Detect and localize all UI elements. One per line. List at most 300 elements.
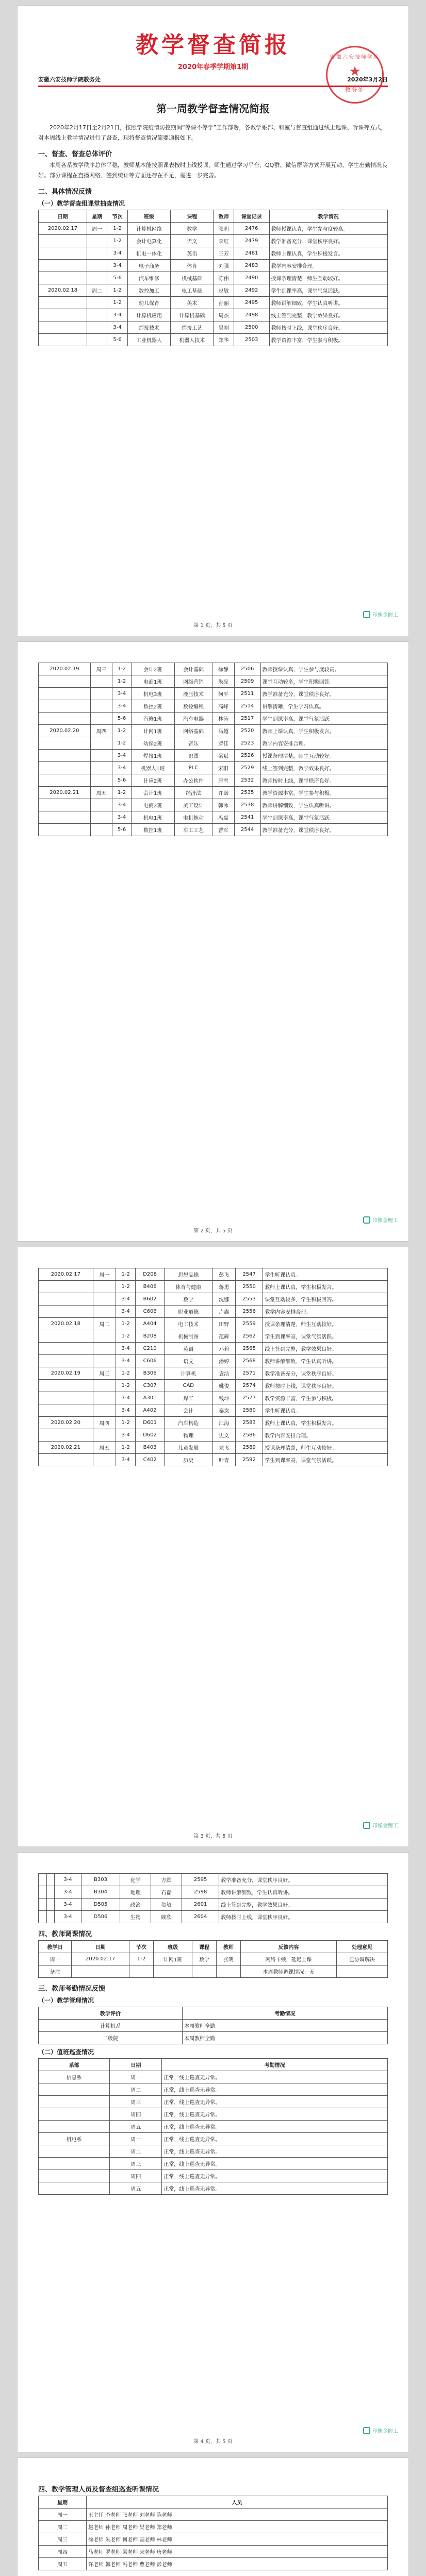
table-cell: 方圆 — [151, 1874, 182, 1886]
table-cell: 教师讲解细致，学生认真听讲。 — [263, 1355, 388, 1367]
table-cell: 周四 — [110, 2170, 162, 2182]
table-cell: 机电3班 — [131, 688, 174, 700]
table-cell: 周五 — [110, 2182, 162, 2195]
table-cell: 顾欣 — [151, 1911, 182, 1923]
table-cell: 3-4 — [55, 1899, 81, 1911]
table-cell: 数控编程 — [174, 700, 212, 713]
table-cell: 刘强 — [214, 260, 234, 272]
table-row — [39, 1367, 388, 1380]
inspection-table-1 — [38, 210, 388, 346]
table-cell: 数控加工 — [127, 284, 170, 297]
table-cell: 教学准备充分，课堂秩序良好。 — [269, 235, 387, 247]
table-cell: 钱坤 — [212, 1392, 235, 1404]
table-cell: 正常，线上巡查无异常。 — [162, 2108, 388, 2121]
table-cell: 教师讲解细致，学生认真听讲。 — [219, 1886, 388, 1899]
table-cell: A404 — [136, 1318, 165, 1330]
table-cell: 3-4 — [107, 260, 127, 272]
table-row — [39, 1268, 388, 1281]
table-cell — [39, 2096, 110, 2108]
table-cell: 2559 — [235, 1318, 263, 1330]
table-cell: 电商1班 — [131, 675, 174, 688]
table-cell: 周一 — [39, 2509, 87, 2521]
table-cell: A402 — [136, 1404, 165, 1417]
table-row — [39, 1442, 388, 1454]
table-cell — [93, 1355, 116, 1367]
column-header: 课程 — [192, 1941, 217, 1953]
table-cell — [90, 688, 112, 700]
table-row — [39, 2182, 388, 2195]
table-row — [39, 2032, 388, 2044]
table-cell — [39, 1454, 93, 1466]
table-cell — [39, 762, 91, 774]
page-5 — [17, 2458, 409, 2576]
table-cell: 教师上课认真，学生积极发言。 — [263, 1417, 388, 1429]
column-header: 人员 — [86, 2496, 387, 2509]
table-cell — [39, 321, 87, 334]
table-cell: 数控2班 — [131, 700, 174, 713]
table-cell: 教师按时上线，课堂秩序良好。 — [260, 774, 387, 787]
table-cell: 3-4 — [107, 321, 127, 334]
table-cell: 朱亮 — [212, 675, 234, 688]
table-row — [39, 1355, 388, 1367]
table-cell: 计算机网络 — [127, 223, 170, 235]
table-cell — [46, 1911, 55, 1923]
table-cell: 线上签到完整，教学效果良好。 — [263, 1343, 388, 1355]
table-cell: 冯磊 — [212, 811, 234, 824]
table-cell: 正常，线上巡查无异常。 — [162, 2145, 388, 2158]
table-cell: 2020.02.20 — [39, 1417, 93, 1429]
table-cell: 2604 — [182, 1911, 219, 1923]
table-cell: 罗佳 — [212, 737, 234, 750]
table-cell: 焊接工艺 — [171, 321, 214, 334]
table-cell — [39, 247, 87, 260]
table-cell: 会计 — [164, 1404, 212, 1417]
logo-icon — [363, 1822, 370, 1829]
attendance-table — [38, 2007, 388, 2044]
table-cell — [39, 1330, 93, 1343]
column-header: 课堂记录 — [234, 210, 269, 223]
table-cell: 教师上课认真，学生积极发言。 — [263, 1281, 388, 1293]
table-cell — [39, 2121, 110, 2133]
table-cell — [39, 1886, 47, 1899]
table-cell — [87, 272, 107, 284]
table-cell: 2553 — [235, 1293, 263, 1306]
table-cell: 英语 — [171, 247, 214, 260]
column-header: 节次 — [129, 1941, 153, 1953]
table-cell: 数学 — [192, 1953, 217, 1965]
table-cell: 地理 — [120, 1886, 151, 1899]
table-cell: 王主任 李老师 张老师 刘老师 陈老师 — [86, 2509, 387, 2521]
table-cell: 授课条理清楚，师生互动较好。 — [263, 1442, 388, 1454]
table-row — [39, 1454, 388, 1466]
table-cell: 3-4 — [116, 1343, 136, 1355]
table-cell: 2020.02.17 — [39, 1268, 93, 1281]
table-cell: 教学内容安排合理。 — [269, 260, 387, 272]
table-cell — [39, 774, 91, 787]
table-row — [39, 824, 388, 836]
table-cell: 教师讲解细致，学生认真听讲。 — [269, 297, 387, 309]
table-row — [39, 297, 388, 309]
table-cell: 机械基础 — [171, 272, 214, 284]
table-cell: 机电系 — [39, 2133, 110, 2145]
table-cell: 计网1班 — [131, 725, 174, 737]
table-cell: D602 — [136, 1429, 165, 1442]
table-row — [39, 663, 388, 675]
table-cell: 体育 — [171, 260, 214, 272]
table-cell: 1-2 — [116, 1380, 136, 1392]
table-cell: 周三 — [110, 2158, 162, 2170]
table-cell: 液压技术 — [174, 688, 212, 700]
table-row — [39, 1343, 388, 1355]
table-cell: B304 — [81, 1886, 120, 1899]
inspection-table-2 — [38, 663, 388, 836]
table-cell: 电子商务 — [127, 260, 170, 272]
table-cell: 高峰 — [212, 700, 234, 713]
table-row — [39, 1392, 388, 1404]
table-row — [39, 1330, 388, 1343]
table-cell: 美术 — [171, 297, 214, 309]
table-cell — [87, 334, 107, 346]
table-cell — [93, 1380, 116, 1392]
table-cell: 授课条理清楚，师生互动较好。 — [260, 750, 387, 762]
table-cell: 授课条理清楚，师生互动较好。 — [263, 1318, 388, 1330]
table-cell: 学生听课认真。 — [263, 1404, 388, 1417]
table-cell: 周四 — [39, 2546, 87, 2558]
table-cell: 2523 — [234, 737, 260, 750]
column-header: 日期 — [110, 2059, 162, 2071]
duty-table — [38, 2058, 388, 2195]
table-row — [39, 2096, 388, 2108]
table-cell: 2020.02.18 — [39, 1318, 93, 1330]
exam-heading: 四、教师调课情况 — [38, 1930, 92, 1938]
table-cell — [93, 1392, 116, 1404]
table-cell: 2592 — [235, 1454, 263, 1466]
table-cell — [90, 713, 112, 725]
table-row — [39, 1306, 388, 1318]
table-cell — [39, 1343, 93, 1355]
table-cell: 识图 — [174, 750, 212, 762]
table-cell: PLC — [174, 762, 212, 774]
table-row — [39, 700, 388, 713]
table-cell: 网络基础 — [174, 725, 212, 737]
column-header: 日期 — [72, 1941, 129, 1953]
table-cell — [39, 750, 91, 762]
table-cell: 徐老师 朱老师 何老师 高老师 林老师 — [86, 2533, 387, 2546]
table-cell — [90, 750, 112, 762]
table-cell — [93, 1330, 116, 1343]
inspection-table-3 — [38, 1268, 388, 1466]
table-cell: 正常，线上巡查无异常。 — [162, 2182, 388, 2195]
table-cell: 郑华 — [214, 334, 234, 346]
table-cell: C402 — [136, 1454, 165, 1466]
table-cell — [90, 799, 112, 811]
table-cell: 5-6 — [112, 824, 132, 836]
table-cell: 1-2 — [107, 223, 127, 235]
table-cell: 徐静 — [212, 663, 234, 675]
table-cell: 英语 — [164, 1343, 212, 1355]
table-cell: 周二 — [110, 2145, 162, 2158]
page-footer: 第 2 页，共 5 页 — [193, 1228, 233, 1234]
table-cell: 1-2 — [116, 1417, 136, 1429]
table-cell — [39, 700, 91, 713]
table-cell: D505 — [81, 1899, 120, 1911]
table-cell: D208 — [136, 1268, 165, 1281]
table-cell: 车工工艺 — [174, 824, 212, 836]
table-cell: 计算机系 — [39, 2020, 183, 2032]
column-header: 教学评价 — [39, 2007, 183, 2020]
table-cell: 2020.02.17 — [72, 1953, 129, 1965]
table-cell: 化学 — [120, 1874, 151, 1886]
table-cell: 学生到课率高，课堂气氛活跃。 — [263, 1330, 388, 1343]
table-cell: 学生到课率高，课堂气氛活跃。 — [260, 811, 387, 824]
table-cell: 教学资源丰富，学生参与积极。 — [269, 334, 387, 346]
table-cell: 周二 — [39, 2521, 87, 2533]
table-row — [39, 762, 388, 774]
table-cell: 学生到课率高，课堂气氛活跃。 — [269, 284, 387, 297]
table-cell: 2583 — [235, 1417, 263, 1429]
table-cell — [93, 1343, 116, 1355]
table-row — [39, 787, 388, 799]
column-header: 教学日 — [39, 1941, 72, 1953]
table-cell — [39, 1293, 93, 1306]
table-row — [39, 2071, 388, 2083]
table-cell: 2483 — [234, 260, 269, 272]
page-4 — [17, 1852, 409, 2452]
table-cell: 周三 — [90, 663, 112, 675]
table-cell: 正常，线上巡查无异常。 — [162, 2083, 388, 2096]
table-cell: B303 — [81, 1874, 120, 1886]
table-cell: 2503 — [234, 334, 269, 346]
masthead: 教学督查简报 — [136, 32, 290, 58]
table-cell: 教师按时上线，课堂秩序良好。 — [219, 1911, 388, 1923]
table-cell: 计网1班 — [153, 1953, 192, 1965]
table-cell: 音乐 — [174, 737, 212, 750]
table-cell — [87, 247, 107, 260]
section-2-1-heading: （一）教学督查组课堂抽查情况 — [38, 200, 125, 207]
table-row — [39, 1404, 388, 1417]
table-cell: 政治 — [120, 1899, 151, 1911]
table-cell: 1-2 — [112, 725, 132, 737]
table-cell: 林涛 — [212, 713, 234, 725]
table-cell: 2514 — [234, 700, 260, 713]
logo-icon — [363, 611, 370, 618]
table-cell: 周五 — [93, 1442, 116, 1454]
table-cell: 职业道德 — [164, 1306, 212, 1318]
table-cell: 教学资源丰富，学生参与积极。 — [263, 1392, 388, 1404]
table-cell: 教师讲解细致，学生认真听讲。 — [260, 799, 387, 811]
table-cell: 彭飞 — [212, 1268, 235, 1281]
table-cell: 物理 — [164, 1429, 212, 1442]
table-row — [39, 260, 388, 272]
table-cell: B208 — [136, 1330, 165, 1343]
table-cell — [39, 2083, 110, 2096]
table-cell: B602 — [136, 1293, 165, 1306]
table-cell: 袁浩 — [212, 1367, 235, 1380]
table-cell: 周一 — [110, 2133, 162, 2145]
table-cell: 2506 — [234, 663, 260, 675]
table-row — [39, 725, 388, 737]
table-cell: 备注 — [39, 1965, 72, 1978]
table-cell: 2535 — [234, 787, 260, 799]
table-cell: 1-2 — [112, 675, 132, 688]
table-cell: 二级院 — [39, 2032, 183, 2044]
table-cell: 正常，线上巡查无异常。 — [162, 2133, 388, 2145]
table-cell: 李红 — [214, 235, 234, 247]
table-cell — [39, 675, 91, 688]
table-cell: 会计2班 — [131, 663, 174, 675]
table-cell: 3-4 — [116, 1293, 136, 1306]
column-header: 星期 — [39, 2496, 87, 2509]
table-cell: 3-4 — [112, 700, 132, 713]
table-cell — [87, 309, 107, 321]
table-cell: 体育与健康 — [164, 1281, 212, 1293]
table-cell: 线上签到完整，教学效果良好。 — [269, 309, 387, 321]
table-cell: 5-6 — [112, 774, 132, 787]
column-header: 星期 — [87, 210, 107, 223]
table-cell: 网络卡顿，延迟上课 — [241, 1953, 337, 1965]
table-cell — [39, 1911, 47, 1923]
table-cell — [87, 321, 107, 334]
table-cell — [93, 1306, 116, 1318]
table-row — [39, 1911, 388, 1923]
page-3 — [17, 1247, 409, 1847]
table-cell: 数控1班 — [131, 824, 174, 836]
table-cell: 潘婷 — [212, 1355, 235, 1367]
table-cell: 梁斌 — [212, 750, 234, 762]
table-cell: 5-6 — [112, 713, 132, 725]
table-cell: 2481 — [234, 247, 269, 260]
table-cell: 孙丽 — [214, 297, 234, 309]
table-cell: 语文 — [164, 1355, 212, 1367]
table-cell: 3-4 — [107, 247, 127, 260]
table-cell: 焊工 — [164, 1392, 212, 1404]
table-cell: 会计电算化 — [127, 235, 170, 247]
table-cell: 正常，线上巡查无异常。 — [162, 2158, 388, 2170]
table-cell: 计算机 — [164, 1367, 212, 1380]
table-cell: 2020.02.21 — [39, 1442, 93, 1454]
table-cell: 线上签到完整，教学效果良好。 — [260, 762, 387, 774]
table-cell: 2541 — [234, 811, 260, 824]
table-cell: 姚俊 — [212, 1380, 235, 1392]
table-cell: 韩冰 — [212, 799, 234, 811]
table-cell: 周一 — [93, 1268, 116, 1281]
table-cell: 周一 — [110, 2071, 162, 2083]
intro-paragraph: 2020年2月17日至2月21日，按照学院疫情防控期间“停课不停学”工作部署，各教学系部、科室与督查组通过线上巡课、听课等方式，对本周线上教学情况进行了督查，现将督查情况简要通报如下。 — [38, 124, 387, 141]
table-cell: 学生到课率高，课堂气氛活跃。 — [263, 1454, 388, 1466]
publish-date: 2020年3月2日 — [347, 76, 388, 83]
table-cell: 数学 — [171, 223, 214, 235]
table-cell — [129, 1965, 153, 1978]
table-cell: C307 — [136, 1380, 165, 1392]
table-cell: 3-4 — [116, 1306, 136, 1318]
table-cell — [39, 260, 87, 272]
table-cell: 2580 — [235, 1404, 263, 1417]
table-cell: 网络营销 — [174, 675, 212, 688]
table-cell: 2020.02.21 — [39, 787, 91, 799]
table-cell: 2574 — [235, 1380, 263, 1392]
table-cell: 历史 — [164, 1454, 212, 1466]
table-cell: 3-4 — [112, 762, 132, 774]
table-cell: 张明 — [217, 1953, 241, 1965]
report-title: 第一周教学督查情况简报 — [156, 103, 270, 115]
table-cell: 2529 — [234, 762, 260, 774]
section-2-heading: 二、具体情况反馈 — [38, 188, 92, 196]
table-cell: 3-4 — [116, 1429, 136, 1442]
column-header: 班级 — [127, 210, 170, 223]
table-cell: 1-2 — [116, 1442, 136, 1454]
section-3-2-heading: （二）值班巡查情况 — [38, 2048, 94, 2056]
table-row — [39, 284, 388, 297]
page-2 — [17, 641, 409, 1242]
table-cell: 2562 — [235, 1330, 263, 1343]
column-header: 考勤情况 — [183, 2007, 388, 2020]
table-cell: 机电一体化 — [127, 247, 170, 260]
table-row — [39, 2546, 388, 2558]
table-cell: 蒋勇 — [212, 1281, 235, 1293]
table-row — [39, 223, 388, 235]
table-cell: 2556 — [235, 1306, 263, 1318]
table-cell: 2601 — [182, 1899, 219, 1911]
table-cell: 汽修1班 — [131, 713, 174, 725]
table-cell: 生物 — [120, 1911, 151, 1923]
table-cell — [39, 713, 91, 725]
table-cell — [90, 824, 112, 836]
table-cell: 石磊 — [151, 1886, 182, 1899]
table-row — [39, 321, 388, 334]
table-cell: 会计基础 — [174, 663, 212, 675]
table-cell: 王芳 — [214, 247, 234, 260]
section-3-heading: 三、教师考勤情况反馈 — [38, 1985, 106, 1993]
column-header: 反馈内容 — [241, 1941, 337, 1953]
patrol-table — [38, 2496, 388, 2570]
table-cell: 汽车电器 — [174, 713, 212, 725]
column-header: 教师 — [217, 1941, 241, 1953]
table-cell — [87, 297, 107, 309]
table-cell: 3-4 — [112, 811, 132, 824]
logo: 印像金鲤工 — [363, 1821, 398, 1829]
table-cell: 课堂互动较多，学生积极回答。 — [260, 675, 387, 688]
page-1 — [17, 5, 409, 636]
table-row — [39, 2121, 388, 2133]
table-cell — [72, 1965, 129, 1978]
table-cell: 3-4 — [112, 799, 132, 811]
table-cell: 电工基础 — [171, 284, 214, 297]
table-cell: 1-2 — [116, 1268, 136, 1281]
table-cell — [39, 2182, 110, 2195]
table-cell: 2495 — [234, 297, 269, 309]
table-cell: 2526 — [234, 750, 260, 762]
table-cell: 电工技术 — [164, 1318, 212, 1330]
table-cell: 教学资源丰富，学生参与积极。 — [260, 787, 387, 799]
table-cell: 课堂互动较多，学生积极回答。 — [263, 1293, 388, 1306]
table-cell: 叶青 — [212, 1454, 235, 1466]
table-cell: 史文 — [212, 1429, 235, 1442]
table-cell — [39, 1380, 93, 1392]
table-cell — [90, 737, 112, 750]
table-cell: 陈伟 — [214, 272, 234, 284]
table-cell: 计应2班 — [131, 774, 174, 787]
table-cell: 经济法 — [174, 787, 212, 799]
table-cell — [39, 811, 91, 824]
table-cell: 2532 — [234, 774, 260, 787]
table-cell: 2490 — [234, 272, 269, 284]
table-cell: 马老师 罗老师 梁老师 宋老师 唐老师 — [86, 2546, 387, 2558]
table-cell: 5-6 — [107, 272, 127, 284]
table-cell: 工业机器人 — [127, 334, 170, 346]
table-cell: 本周教师调课情况：无 — [241, 1965, 337, 1978]
table-cell — [90, 700, 112, 713]
table-cell: 1-2 — [107, 284, 127, 297]
